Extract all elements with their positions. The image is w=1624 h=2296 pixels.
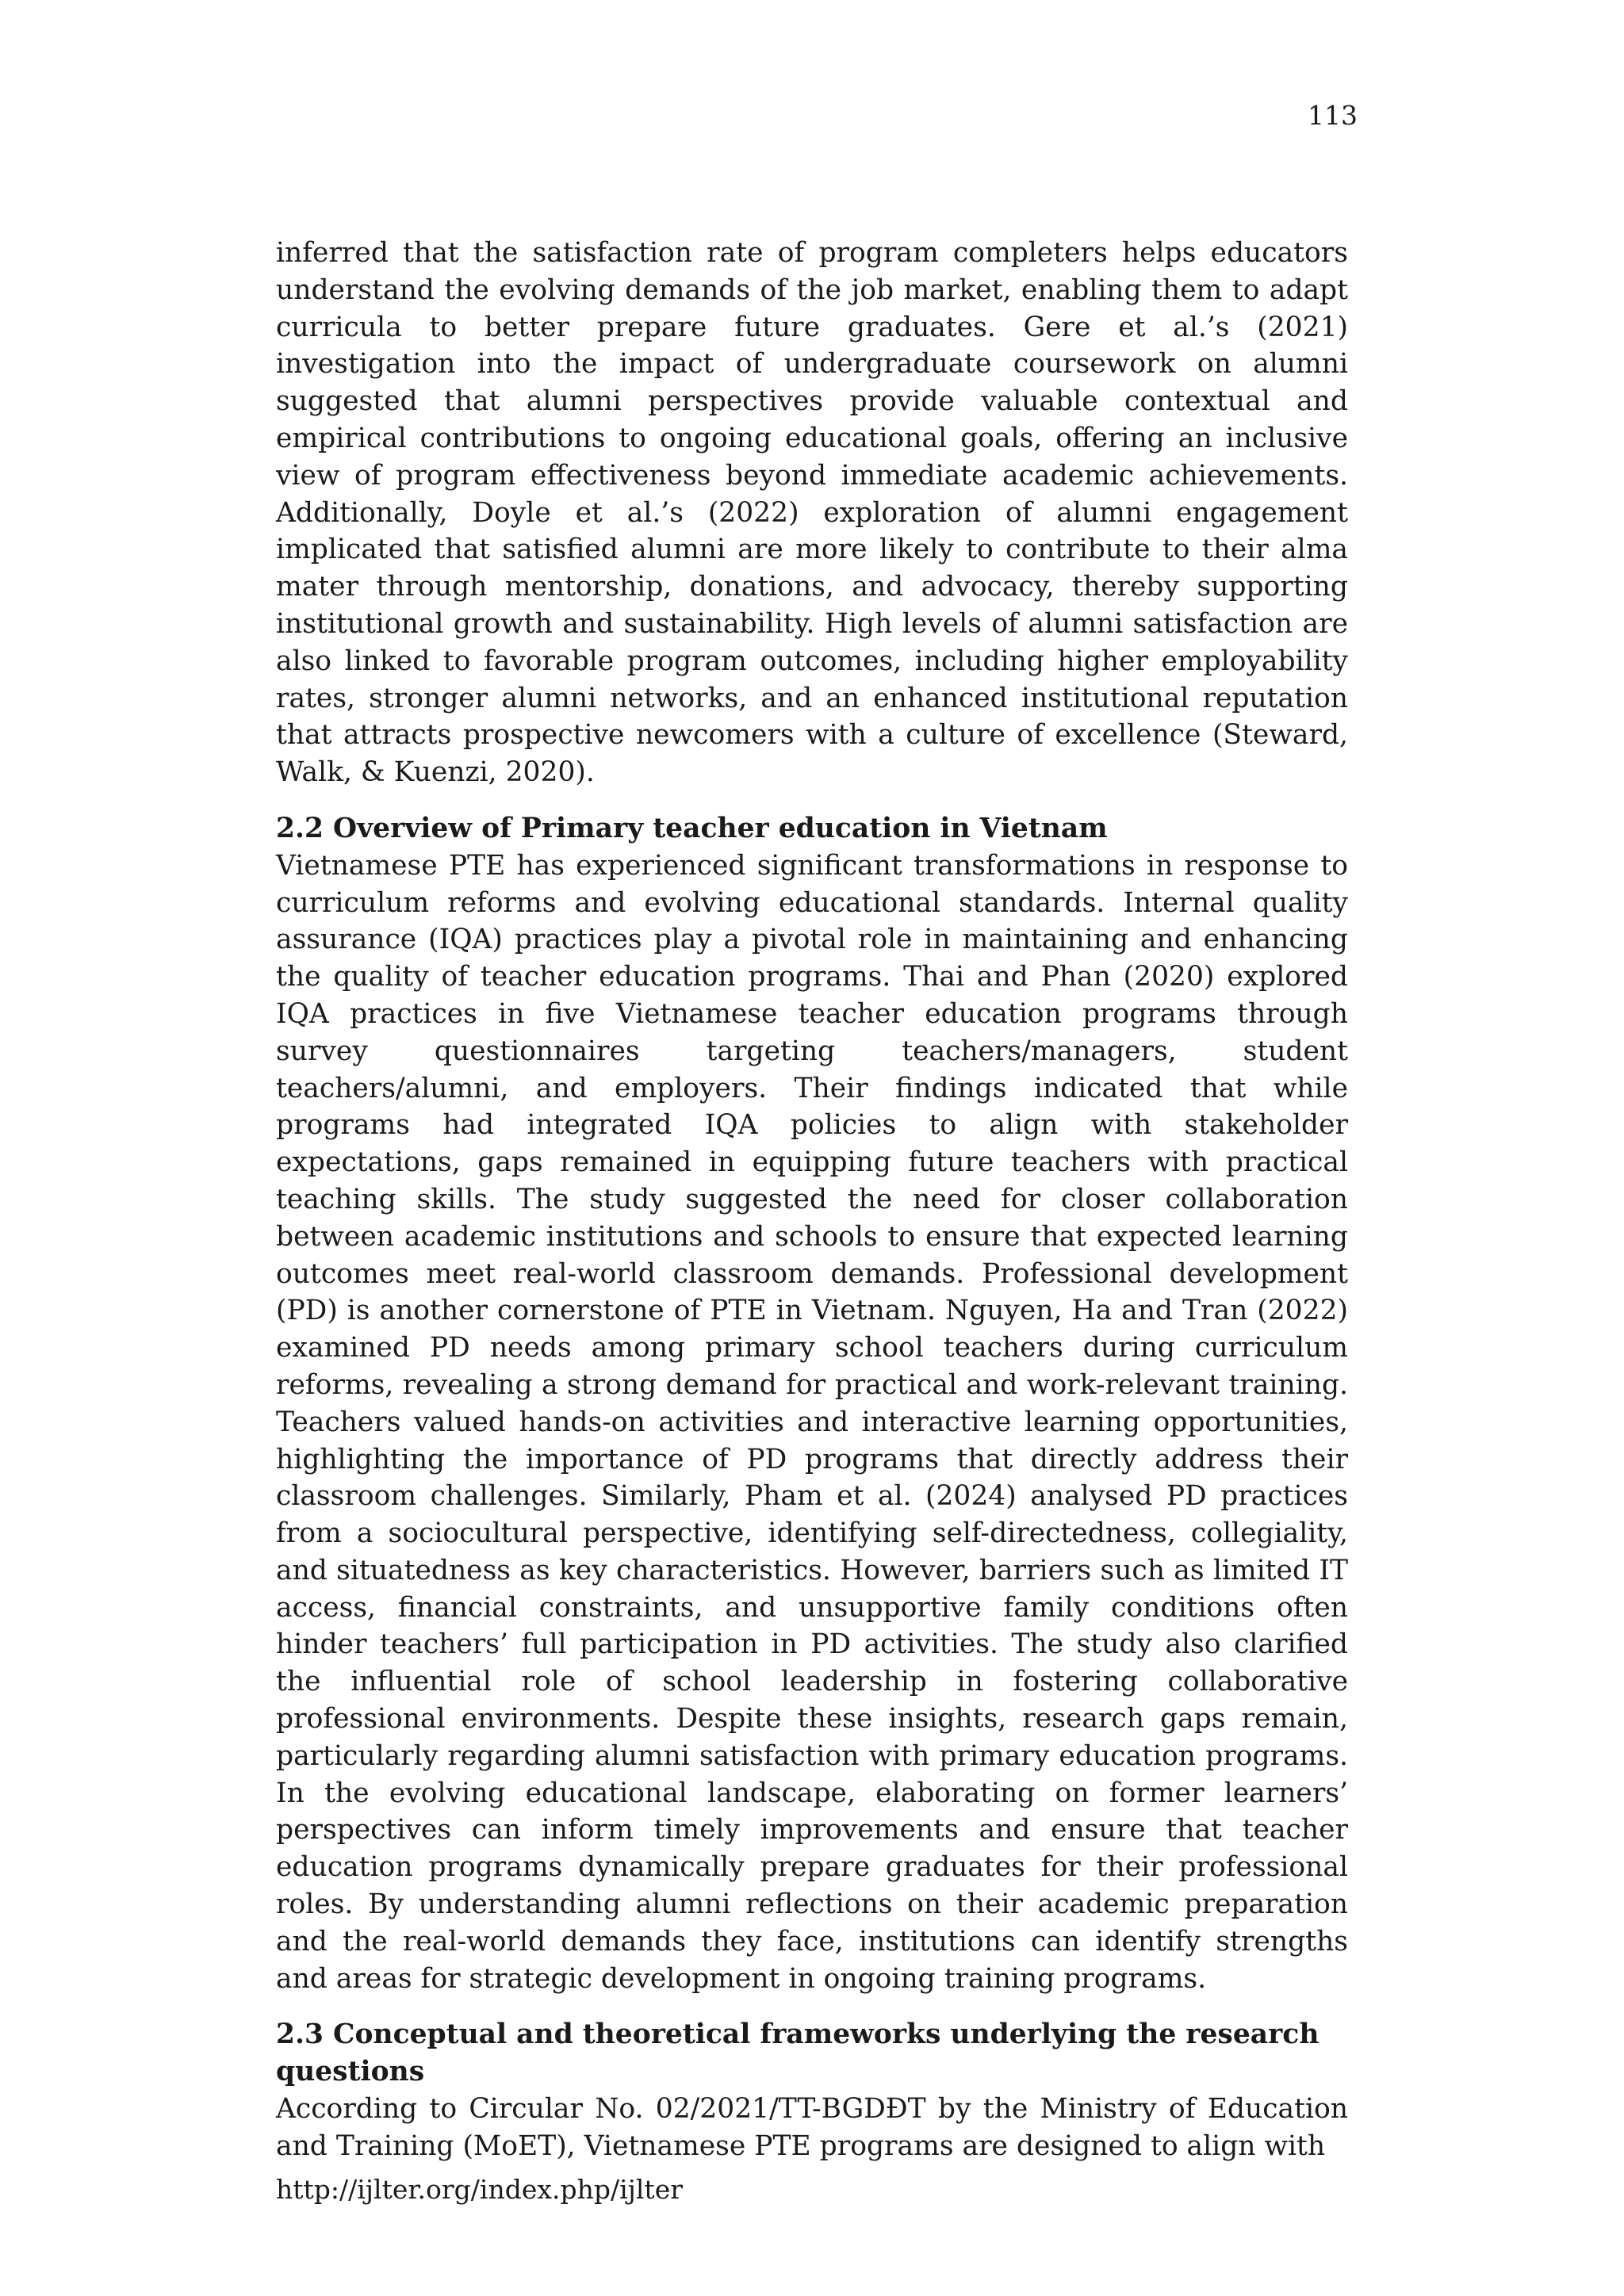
section-2-3-paragraph: According to Circular No. 02/2021/TT-BGDĐT by the Ministry of Education and Training (MoET), Vietnamese PTE programs are designed to align with: [276, 2093, 1348, 2162]
article-body: [276, 235, 1348, 2165]
section-2-2-heading: 2.2 Overview of Primary teacher education in Vietnam: [276, 812, 1108, 844]
section-gap: [276, 1997, 1348, 2016]
intro-paragraph: inferred that the satisfaction rate of program completers helps educators understand the evolving demands of the job market, enabling them to adapt curricula to better prepare future graduates. Gere et al.’s (2021) investigation into the impact of undergraduate coursework on alumni suggested that alumni perspectives provide valuable contextual and empirical contributions to ongoing educational goals, offering an inclusive view of program effectiveness beyond immediate academic achievements. Additionally, Doyle et al.’s (2022) exploration of alumni engagement implicated that satisfied alumni are more likely to contribute to their alma mater through mentorship, donations, and advocacy, thereby supporting institutional growth and sustainability. High levels of alumni satisfaction are also linked to favorable program outcomes, including higher employability rates, stronger alumni networks, and an enhanced institutional reputation that attracts prospective newcomers with a culture of excellence (Steward, Walk, & Kuenzi, 2020).: [276, 237, 1348, 789]
section-gap: [276, 791, 1348, 810]
page-number: 113: [1308, 100, 1358, 131]
section-2-3-heading: 2.3 Conceptual and theoretical frameworks underlying the research questions: [276, 2019, 1320, 2088]
footer-url[interactable]: http://ijlter.org/index.php/ijlter: [276, 2174, 683, 2205]
section-2-2-paragraph: Vietnamese PTE has experienced significant transformations in response to curriculum reforms and evolving educational standards. Internal quality assurance (IQA) practices play a pivotal role in maintaining and enhancing the quality of teacher education programs. Thai and Phan (2020) explored IQA practices in five Vietnamese teacher education programs through survey questionnaires targeting teachers/managers, student teachers/alumni, and employers. Their findings indicated that while programs had integrated IQA policies to align with stakeholder expectations, gaps remained in equipping future teachers with practical teaching skills. The study suggested the need for closer collaboration between academic institutions and schools to ensure that expected learning outcomes meet real-world classroom demands. Professional development (PD) is another cornerstone of PTE in Vietnam. Nguyen, Ha and Tran (2022) examined PD needs among primary school teachers during curriculum reforms, revealing a strong demand for practical and work-relevant training. Teachers valued hands-on activities and interactive learning opportunities, highlighting the importance of PD programs that directly address their classroom challenges. Similarly, Pham et al. (2024) analysed PD practices from a sociocultural perspective, identifying self-directedness, collegiality, and situatedness as key characteristics. However, barriers such as limited IT access, financial constraints, and unsupportive family conditions often hinder teachers’ full participation in PD activities. The study also clarified the influential role of school leadership in fostering collaborative professional environments. Despite these insights, research gaps remain, particularly regarding alumni satisfaction with primary education programs. In the evolving educational landscape, elaborating on former learners’ perspectives can inform timely improvements and ensure that teacher education programs dynamically prepare graduates for their professional roles. By understanding alumni reflections on their academic preparation and the real-world demands they face, institutions can identify strengths and areas for strategic development in ongoing training programs.: [276, 849, 1348, 1995]
